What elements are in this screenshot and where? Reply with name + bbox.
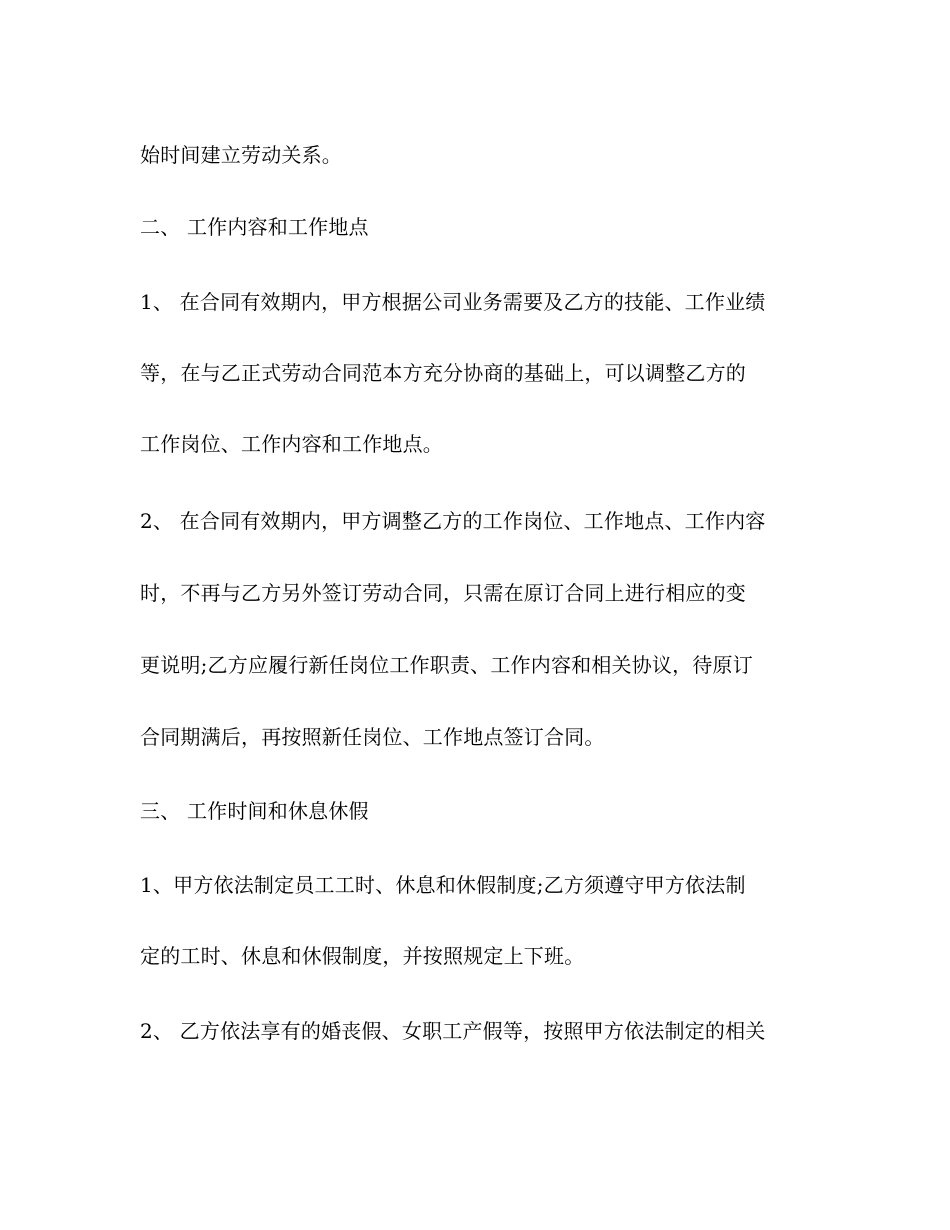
- body-text-line: 2、 在合同有效期内，甲方调整乙方的工作岗位、工作地点、工作内容: [140, 509, 766, 533]
- body-text-line: 定的工时、休息和休假制度，并按照规定上下班。: [140, 944, 585, 968]
- section-heading: 三、 工作时间和休息休假: [140, 799, 369, 823]
- body-text-line: 2、 乙方依法享有的婚丧假、女职工产假等，按照甲方依法制定的相关: [140, 1019, 766, 1043]
- body-text-line: 工作岗位、工作内容和工作地点。: [140, 432, 443, 456]
- body-text-line: 等，在与乙正式劳动合同范本方充分协商的基础上，可以调整乙方的: [140, 361, 746, 385]
- section-heading: 二、 工作内容和工作地点: [140, 215, 369, 239]
- body-text-line: 始时间建立劳动关系。: [140, 143, 342, 167]
- body-text-line: 1、 在合同有效期内，甲方根据公司业务需要及乙方的技能、工作业绩: [140, 290, 766, 314]
- body-text-line: 1、甲方依法制定员工工时、休息和休假制度;乙方须遵守甲方依法制: [140, 873, 746, 897]
- body-text-line: 合同期满后，再按照新任岗位、工作地点签订合同。: [140, 725, 605, 749]
- body-text-line: 更说明;乙方应履行新任岗位工作职责、工作内容和相关协议，待原订: [140, 653, 753, 677]
- body-text-line: 时，不再与乙方另外签订劳动合同，只需在原订合同上进行相应的变: [140, 581, 746, 605]
